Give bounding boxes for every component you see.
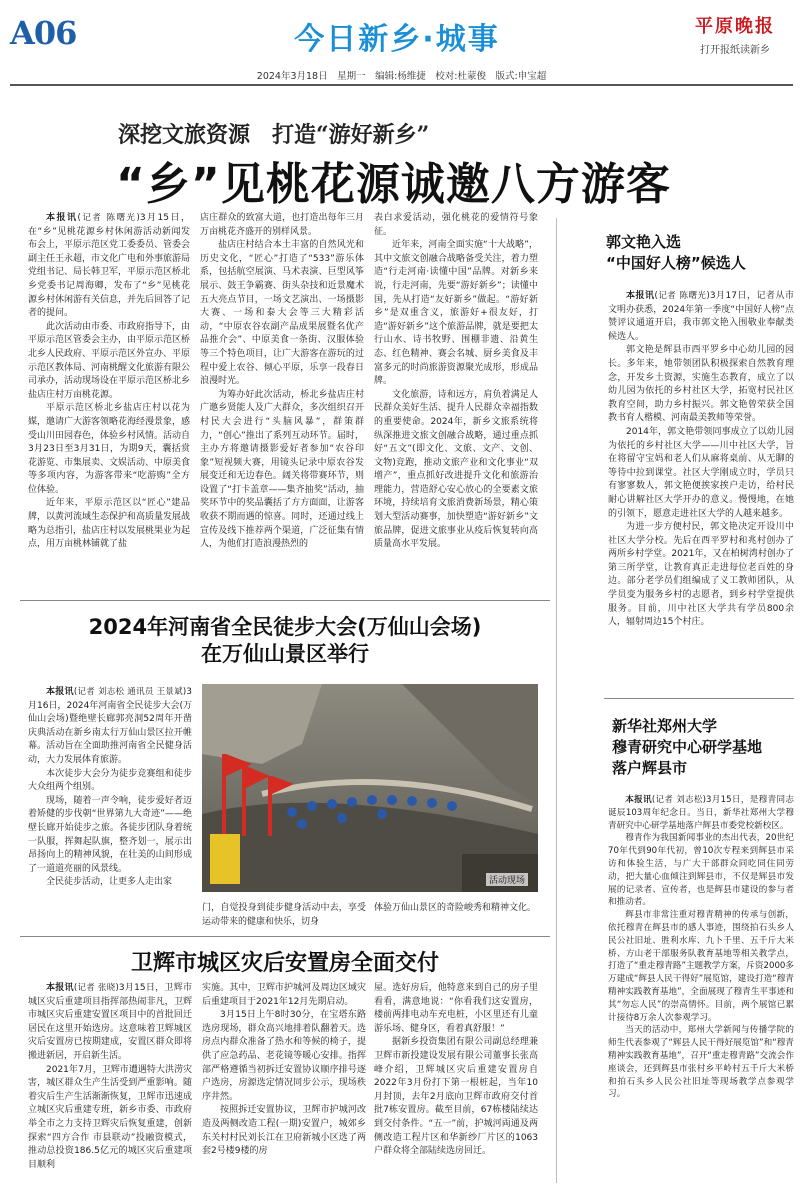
story1-p1: 3月15日，在“乡”见桃花源乡村休闲游活动新闻发布会上，平原示范区党工委委员、管委会副主任王永超，市文化广电和外事旅游局党组书记、局长韩卫军，平原示范区桥北乡党委书记周海卿，发布了“乡”见桃花源乡村休闲游有关信息，并先后回答了记者的提问。 [28, 213, 191, 319]
story5-headline-line3: 落户辉县市 [612, 759, 688, 777]
story5-headline-line1: 新华社郑州大学 [612, 717, 718, 735]
story5-byline: (记者 刘志松) [651, 795, 706, 805]
story4-p2: 郭文艳是辉县市西平罗乡中心幼儿园的园长。多年来，她带领团队积极探索自然教育理念，开发乡土资源，实施生态教育，成立了以幼儿园为依托的乡村社区大学，拓宽村民社区教育空间，助力乡村振兴。郭文艳曾荣获全国教书育人楷模、河南最美教师等荣誉。 [608, 345, 794, 424]
story5-p4: 当天的活动中，郑州大学新闻与传播学院的师生代表参观了“辉县人民干得好展览馆”和“穆青精神实践教育基地”，召开“重走穆青路”交流会作座谈会，还到辉县市张村乡平岭村五千斤大米桥和拍石头乡人民公社旧址等现场教学点参观学习。 [608, 1025, 794, 1100]
story4-headline-line1: 郭文艳入选 [606, 233, 682, 251]
story3-p6: 屋。选好房后，他特意来到自己的房子里看看，满意地说：“你看我们这安置房，楼前两排电动车充电桩，小区里还有儿童游乐场、健身区，看着真舒服！” [374, 983, 538, 1034]
story2-col3 [374, 902, 538, 916]
story2-p3: 现场，随着一声令响，徒步爱好者迈着矫健的步伐朝“世界第九大奇迹”——绝壁长廊开始徒步之旅。各徒步团队身着统一队服，挥舞起队旗，整齐划一，展示出昂扬向上的精神风貌，在壮美的山间形成了一道道亮丽的风景线。 [28, 795, 192, 874]
photo-illustration [202, 684, 538, 892]
story1-p2: 此次活动由市委、市政府指导下，由平原示范区管委会主办，由平原示范区桥北乡人民政府、平原示范区外宣办、平原示范区教体局、河南桃醒文化旅游有限公司承办，活动现场设在平原示范区桥北乡盐店庄村万亩桃花源。 [28, 321, 191, 400]
story1-dateline: 本报讯 [46, 213, 78, 223]
brand-name: 平原晚报 [695, 16, 775, 37]
header-meta-text: 2024年3月18日 星期一 编辑:杨维捷 校对:杜蒙俊 版式:申宝超 [256, 71, 547, 82]
story1-p6: 盐店庄村结合本土丰富的自然风光和历史文化，“匠心”打造了“533”游乐体系，包括航空展演、马术表演、巨型风筝展示、鼓王争霸赛、街头杂技和近景魔术五大亮点节目，一场文艺演出、一场摄影大赛、一场和泰大会等三大精彩活动，“中原农谷农副产品成果展暨名优产品推介会”、中原美食一条街、汉服体验等三个特色项目，让广大游客在游玩的过程中爱上农谷、倾心平原，乐享一段春日浪漫时光。 [200, 240, 364, 387]
story1-p3: 平原示范区桥北乡盐店庄村以花为媒，邀请广大游客领略花海经漫景象，感受山川田园春色，体验乡村风情。活动自3月23日至3月31日，为期9天，囊括赏花游览、市集展卖、文娱活动、中原美食等多项内容，为游客带来“吃游购”全方位体验。 [28, 403, 191, 495]
story4-p3: 2014年，郭文艳带领同事成立了以幼儿园为依托的乡村社区大学——川中社区大学，旨在将留守宝妈和老人们从麻将桌前、从无聊的等待中拉到课堂。社区大学刚成立时，学员只有寥寥数人，郭文艳便挨家挨户走访，给村民耐心讲解社区大学开办的意义。慢慢地，在她的引领下，愿意走进社区大学的人越来越多。 [608, 426, 794, 519]
story5-dateline: 本报讯 [625, 795, 652, 805]
story4-p4: 为进一步方便村民，郭文艳决定开设川中社区大学分校。先后在西平罗村和兆村创办了两所乡村学堂。2021年，又在柏树湾村创办了第三所学堂，让教育真正走进每位老百姓的身边。部分老学员们组编成了义工教师团队，从学员变为服务乡村的志愿者，到乡村学堂提供服务。目前，川中社区大学共有学员800余人，辐射周边15个村庄。 [608, 522, 794, 628]
story4-headline-line2: “中国好人榜”候选人 [606, 254, 746, 272]
story2-dateline: 本报讯 [46, 687, 74, 697]
story3-p4: 3月15日上午8时30分，在宝塔东路选房现场，群众高兴地排着队翻着天。选房点内群众准备了热水和等候的椅子，提供了应急药品、老花镜等暖心安排。指挥部严格遵循当初拆迁安置协议顺序排号逐户选房，房源选定情况同步公示，现场秩序井然。 [202, 1010, 366, 1102]
story1-col3 [374, 212, 538, 552]
story3-dateline: 本报讯 [46, 983, 74, 993]
story2-p6: 体验万仙山景区的奇险峻秀和精神文化。 [374, 903, 537, 913]
story2-col1 [28, 686, 192, 890]
story1-kicker: 深挖文旅资源 打造“游好新乡” [118, 122, 430, 148]
story5-headline [612, 716, 798, 779]
story2-headline-line2: 在万仙山景区举行 [201, 642, 369, 666]
story4-headline [606, 232, 796, 274]
story3-headline: 卫辉市城区灾后安置房全面交付 [130, 951, 439, 976]
story1-col2 [200, 212, 364, 552]
story1-p7: 为筹办好此次活动，桥北乡盐店庄村广邀乡贤能人及广大群众，多次组织召开村民大会进行“头脑风暴”，群策群力，“创心”推出了系列互动环节。届时，主办方将邀请摄影爱好者参加“农谷印象”短视频大赛，用镜头记录中原农谷发展变迁和无边春色。阔关将带赛环节，则设置了“打卡盖章——集齐抽奖”活动，抽奖环节中的奖品囊括了方方面面，让游客收获不期而遇的惊喜。同时，还通过线上宣传及线下推荐两个渠道，广泛征集有情人，为他们打造浪漫热烈的 [200, 389, 364, 550]
story4-byline: (记者 陈曙光) [654, 291, 710, 301]
story5-headline-line2: 穆青研究中心研学基地 [612, 738, 763, 756]
header-rule [10, 84, 793, 86]
section-title-text: 今日新乡·城事 [294, 22, 500, 57]
page-number-text: A06 [10, 14, 77, 52]
story2-headline [20, 614, 550, 668]
story4-body [608, 290, 794, 630]
story2-p4: 全民徒步活动，让更多人走出家 [46, 877, 173, 888]
story4-p1: 3月17日，记者从市文明办获悉，2024年第一季度“中国好人榜”点赞评议通道开启，我市郭文艳入围敬业奉献类候选人。 [608, 291, 794, 342]
header-meta [0, 68, 803, 82]
story3-p2: 2021年7月，卫辉市遭遇特大洪涝灾害，城区群众生产生活受到严重影响。随着灾后生产生活渐渐恢复，卫辉市迅速成立城区灾后重建专班，新乡市委、市政府举全市之力支持卫辉灾后恢复重建，创新探索“四方合作 市县联动”投融资模式，推动总投资186.5亿元的城区灾后重建项目顺利 [28, 1064, 192, 1170]
story5-p2: 穆青作为我国新闻事业的杰出代表，20世纪70年代到90年代初，曾10次专程来到辉县市采访和体验生活，与广大干部群众同吃同住同劳动，把大量心血倾注到辉县市，不仅是辉县市发展的记录者、宣传者，也是辉县市建设的参与者和推动者。 [608, 833, 794, 908]
story3-col2 [202, 982, 366, 1159]
story5-p1: 3月15日，是穆青同志诞辰103周年纪念日。当日，新华社郑州大学穆青研究中心研学基地落户辉县市委党校新校区。 [608, 795, 794, 831]
story3-col3 [374, 982, 538, 1159]
story2-col2 [202, 902, 366, 929]
story2-p2: 本次徒步大会分为徒步竞赛组和徒步大众组两个组别。 [28, 768, 192, 793]
story4-dateline: 本报讯 [626, 291, 655, 301]
column-divider [556, 218, 557, 1183]
section-title [262, 14, 532, 58]
story1-p10: 文化旅游，诗和远方，肩负着满足人民群众美好生活、提升人民群众幸福指数的重要使命。2024年，新乡文旅系统将纵深推进文旅文创融合战略，通过重点抓好“五文”(即文化、文旅、文产、文创、文物)竞跑，推动文旅产业和文化事业“双增产”，重点抓好改进提升文化和旅游治理能力，营造舒心安心放心的全要素文旅环境，持续培育文旅消费新场景，精心策划大型活动赛事，加快塑造“游好新乡”文旅品牌，促进文旅事业从疫后恢复转向高质量高水平发展。 [374, 389, 538, 550]
story3-p3: 实施。其中，卫辉市护城河及周边区域灾后重建项目于2021年12月先期启动。 [202, 983, 366, 1007]
story1-p5: 店庄群众的致富大道，也打造出每年三月万亩桃花齐盛开的别样风景。 [200, 213, 364, 237]
story1-byline: (记者 陈曙光) [77, 213, 140, 223]
story2-p5: 门，自觉投身到徒步健身活动中去，享受运动带来的健康和快乐，切身 [202, 903, 366, 927]
story1-p8: 表白求爱活动，强化桃花的爱情符号象征。 [374, 213, 538, 237]
story2-headline-line1: 2024年河南省全民徒步大会(万仙山会场) [88, 615, 482, 639]
story3-p5: 按照拆迁安置协议，卫辉市护城河改造及两侧改造工程(一期)安置户，城郊乡东关村村民刘长江在卫府新城小区选了两套2号楼9楼的房 [202, 1105, 366, 1157]
story1-p4: 近年来，平原示范区以“匠心”建品牌，以黄河流域生态保护和高质量发展战略为总指引，盐店庄村以发展桃果业为起点，用万亩桃林铺就了盐 [28, 498, 191, 550]
story1-p9: 近年来，河南全面实施“十大战略”，其中文旅文创融合战略备受关注，着力塑造“行走河南·读懂中国”品牌。对新乡来说，行走河南，先要“游好新乡”；读懂中国，先从打造“友好新乡”做起。“游好新乡”是双重含义，旅游好+很友好，打造“游好新乡”这个旅游品牌，就是要把太行山水、诗书牧野、围棚非遗、沿黄生态、红色精神、赛会名城、厨乡美食及丰富多元的时尚旅游资源聚光成形，形成品牌。 [374, 240, 538, 387]
story3-col1 [28, 982, 192, 1172]
story2-byline: (记者 刘志松 通讯员 王景斌) [73, 687, 187, 697]
photo-caption: 活动现场 [486, 873, 528, 886]
page-number [10, 14, 76, 52]
brand-logo [680, 12, 790, 56]
story3-byline: (记者 张晓) [73, 983, 119, 993]
story3-p7: 据新乡投资集团有限公司副总经理兼卫辉市新投建设发展有限公司董事长张高峰介绍，卫辉城区灾后重建安置房自2022年3月份打下第一根桩起，当年10月封顶，去年2月底向卫辉市政府交付首批7栋安置房。截至目前，67栋楼陆续达到交付条件。“五一”前，护城河両通及两侧改造工程片区和华新纱厂片区的1063户群众将全部陆续选房回迁。 [374, 1037, 538, 1157]
brand-slogan: 打开报纸读新乡 [700, 45, 770, 56]
story5-body [608, 794, 794, 1101]
story1-bottom-rule [20, 600, 550, 601]
story4-bottom-rule [604, 698, 794, 699]
story2-p1: 3月16日，2024年河南省全民徒步大会(万仙山会场)暨绝壁长廊郭亮洞52周年开凿庆典活动在新乡南太行万仙山景区拉开帷幕。活动旨在全面助推河南省全民健身活动，大力发展体育旅游。 [28, 687, 192, 765]
hiking-photo [202, 684, 538, 892]
story5-p3: 辉县市非常注重对穆青精神的传承与创新，依托穆青在辉县市的感人事迹，围绕拍石头乡人民公社旧址、胜利水库、九卜千里、五千斤大米桥、方山老干部服务队教育基地等相关教学点，打造了“重走穆青路”主题教学方案，斥资2000多万建成“辉县人民干得好”展览馆，建设打造“穆青精神实践教育基地”，全面展现了穆青生平事迹和其“勿忘人民”的崇高情怀。目前，两个展馆已累计接待8万余人次参观学习。 [608, 910, 794, 1023]
story3-p1: 3月15日，卫辉市城区灾后重建项目指挥部热闹非凡，卫辉市城区灾后重建安置区项目中的首批回迁居民在这里开始选房。这意味着卫辉城区灾后安置房已按期建成，安置区群众即将搬进新居，开启新生活。 [28, 983, 192, 1061]
story1-col1 [28, 212, 190, 552]
story2-bottom-rule [20, 936, 550, 937]
story1-headline: “乡”见桃花源诚邀八方游客 [116, 159, 671, 210]
